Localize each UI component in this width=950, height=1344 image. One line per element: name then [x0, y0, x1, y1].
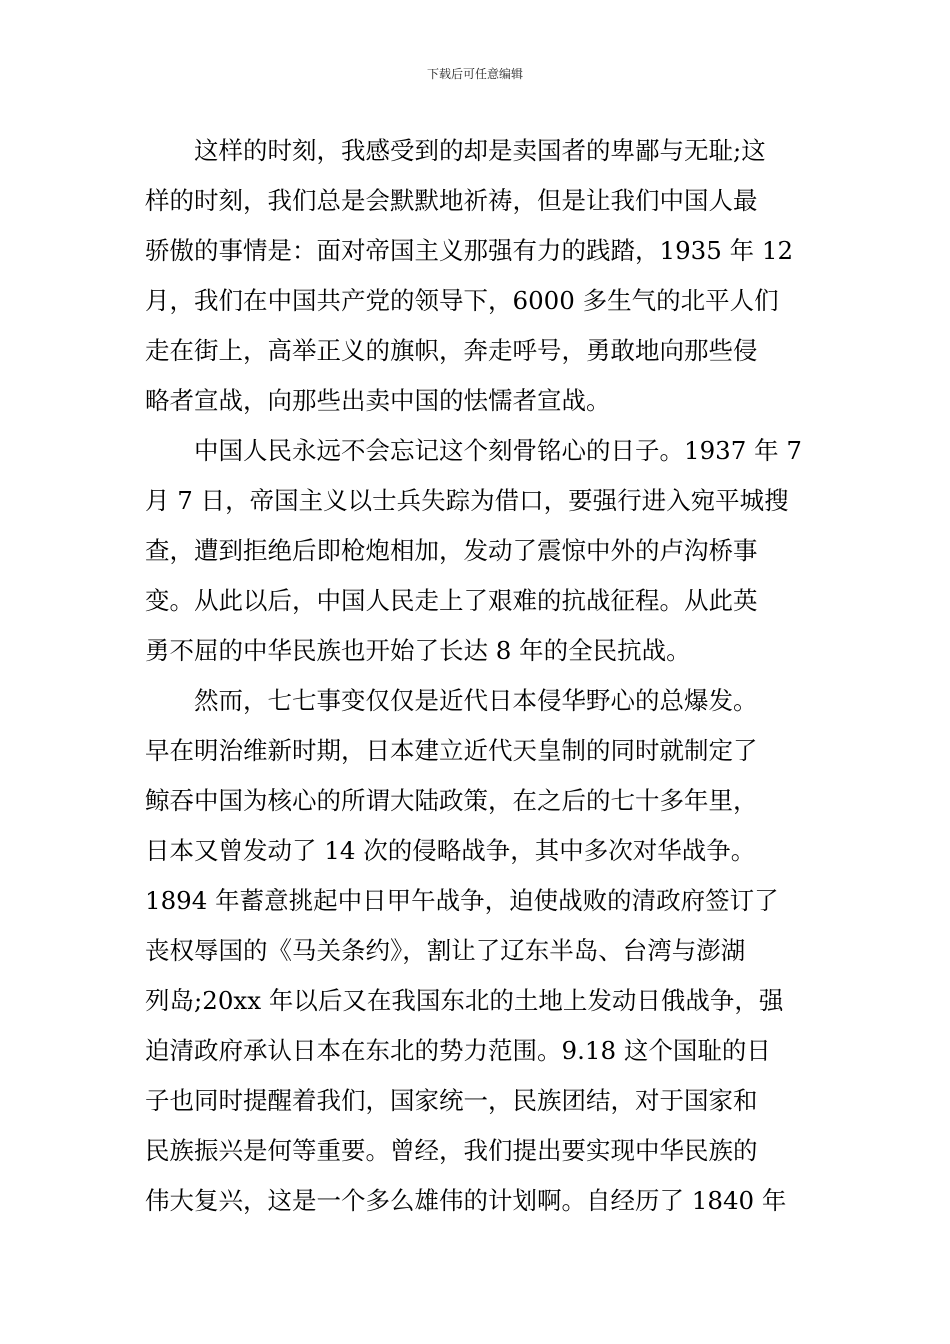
document-body: [145, 126, 825, 1226]
paragraph-3: [145, 676, 825, 1226]
text-line: 月 7 日，帝国主义以士兵失踪为借口，要强行进入宛平城搜: [145, 486, 789, 515]
text-line: 走在街上，高举正义的旗帜，奔走呼号，勇敢地向那些侵: [145, 336, 758, 365]
text-line: 子也同时提醒着我们，国家统一，民族团结，对于国家和: [145, 1086, 758, 1115]
text-line: 1894 年蓄意挑起中日甲午战争，迫使战败的清政府签订了: [145, 886, 779, 915]
text-line: 丧权辱国的《马关条约》，割让了辽东半岛、台湾与澎湖: [145, 936, 746, 965]
text-line: 然而，七七事变仅仅是近代日本侵华野心的总爆发。: [194, 686, 758, 715]
page-header: 下载后可任意编辑: [426, 67, 523, 81]
text-line: 变。从此以后，中国人民走上了艰难的抗战征程。从此英: [145, 586, 758, 615]
text-line: 中国人民永远不会忘记这个刻骨铭心的日子。1937 年 7: [194, 436, 803, 465]
text-line: 列岛;20xx 年以后又在我国东北的土地上发动日俄战争，强: [145, 986, 784, 1015]
text-line: 骄傲的事情是：面对帝国主义那强有力的践踏，1935 年 12: [145, 236, 794, 265]
text-line: 鲸吞中国为核心的所谓大陆政策，在之后的七十多年里，: [145, 786, 758, 815]
text-line: 迫清政府承认日本在东北的势力范围。9.18 这个国耻的日: [145, 1036, 771, 1065]
text-line: 样的时刻，我们总是会默默地祈祷，但是让我们中国人最: [145, 186, 758, 215]
text-line: 伟大复兴，这是一个多么雄伟的计划啊。自经历了 1840 年: [145, 1186, 787, 1215]
text-line: 月，我们在中国共产党的领导下，6000 多生气的北平人们: [145, 286, 779, 315]
text-line: 这样的时刻，我感受到的却是卖国者的卑鄙与无耻;这: [194, 136, 766, 165]
paragraph-1: [145, 126, 825, 426]
text-line: 日本又曾发动了 14 次的侵略战争，其中多次对华战争。: [145, 836, 756, 865]
text-line: 查，遭到拒绝后即枪炮相加，发动了震惊中外的卢沟桥事: [145, 536, 758, 565]
text-line: 早在明治维新时期，日本建立近代天皇制的同时就制定了: [145, 736, 758, 765]
paragraph-2: [145, 426, 825, 676]
text-line: 略者宣战，向那些出卖中国的怯懦者宣战。: [145, 386, 611, 415]
text-line: 勇不屈的中华民族也开始了长达 8 年的全民抗战。: [145, 636, 691, 665]
text-line: 民族振兴是何等重要。曾经，我们提出要实现中华民族的: [145, 1136, 758, 1165]
